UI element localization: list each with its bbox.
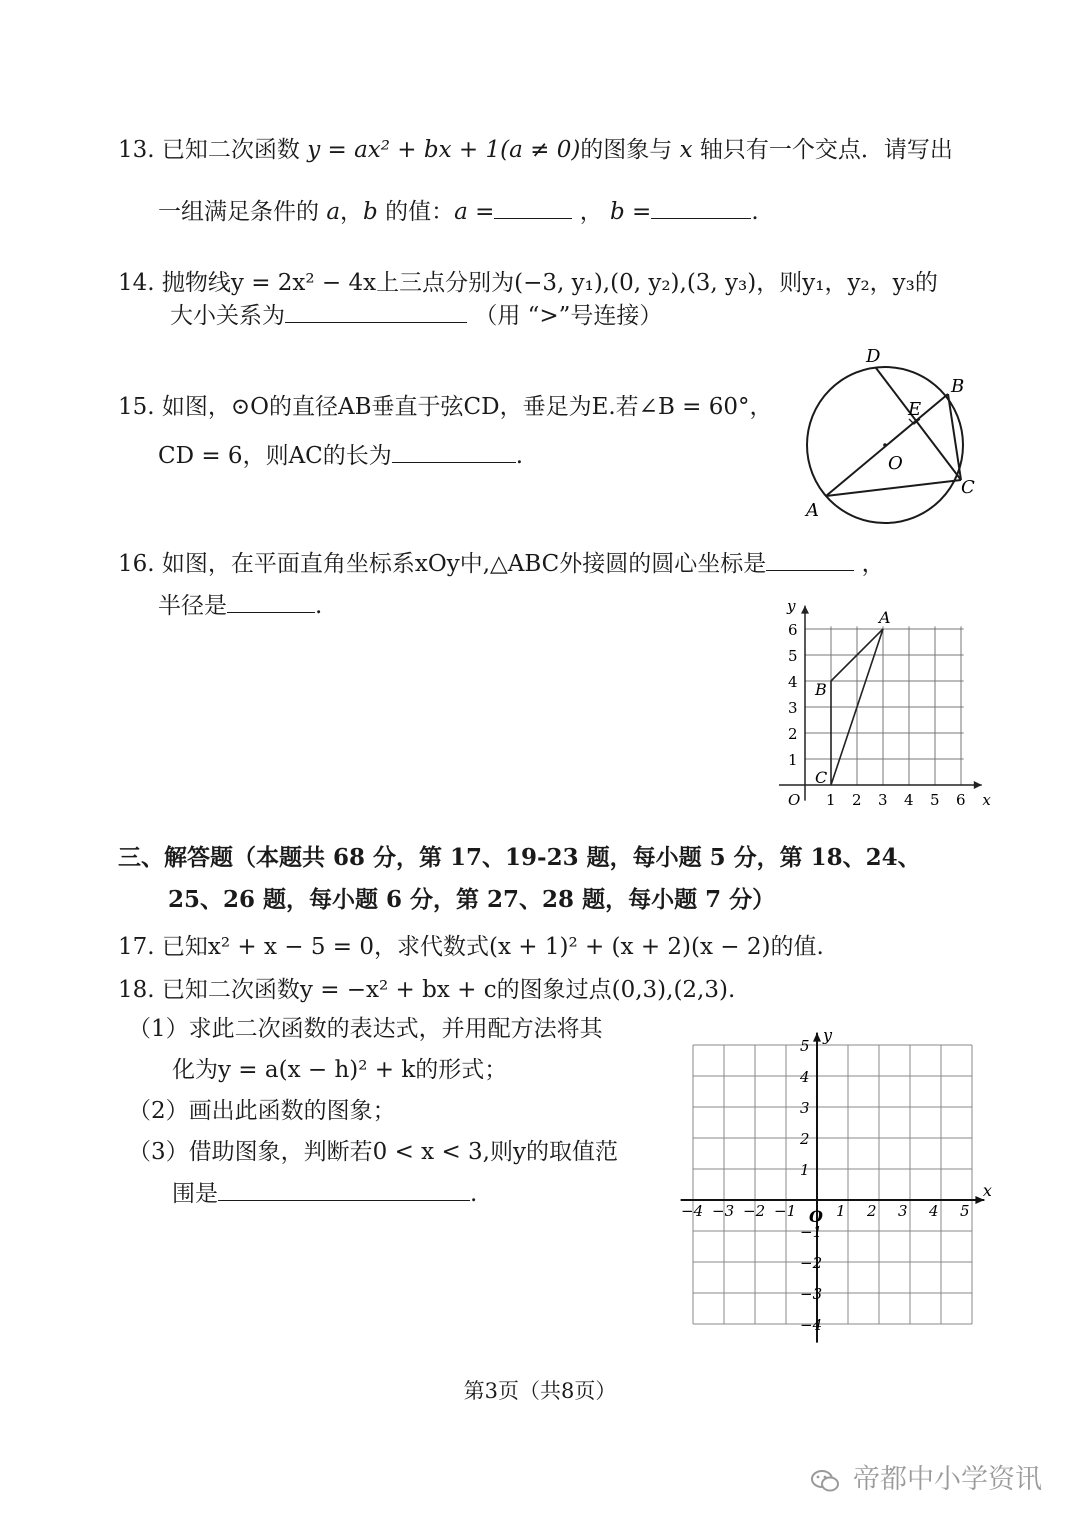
y-axis-arrow [801,606,809,614]
watermark [810,1457,1042,1496]
y-tick-label: −2 [800,1254,823,1272]
y-tick-label: 4 [800,1068,810,1086]
q18-range-blank[interactable] [218,1178,470,1201]
x-axis-label: x [982,1181,992,1200]
q15-text-c: . [515,443,524,469]
q13-end: . [751,199,759,225]
q13-answer-b-blank[interactable] [651,196,751,219]
x-tick-label: 5 [930,791,940,809]
q16-text-a: 如图，在平面直角坐标系xOy中,△ABC外接圆的圆心坐标是 [161,551,767,577]
y-axis-arrow [813,1033,821,1042]
q18-text: 已知二次函数y = −x² + bx + c的图象过点(0,3),(2,3). [161,977,736,1003]
y-tick-label: −3 [800,1285,823,1303]
q14-text-c: （用 “>”号连接） [474,303,663,329]
x-tick-label: 3 [878,791,888,809]
q18-part1a: （1）求此二次函数的表达式，并用配方法将其 [128,1016,603,1042]
page-footer: 第3页（共8页） [463,1379,617,1403]
q13-a-eq: a = [454,199,495,225]
q18-coordinate-grid [680,1025,1000,1355]
q16-text-c: 半径是 [158,593,227,619]
q16-radius-blank[interactable] [227,590,315,613]
y-axis-label: y [823,1025,833,1045]
x-tick-label: 2 [867,1202,877,1220]
x-axis-label: x [982,791,991,809]
q13-text-a: 已知二次函数 [161,137,300,163]
q18-part3c: . [470,1181,478,1207]
q13-b-var: b [363,199,378,225]
q14-answer-blank[interactable] [285,300,467,323]
label-e: E [908,399,922,420]
q13-number: 13. [118,137,155,163]
q15-line1 [118,392,773,422]
q17-text: 已知x² + x − 5 = 0，求代数式(x + 1)² + (x + 2)(x − 2)的值. [161,934,824,960]
q18-part3b-text: 围是 [172,1181,218,1207]
wechat-icon [810,1468,840,1494]
q16-number: 16. [118,551,155,577]
diameter-ab [826,394,948,496]
x-tick-label: 2 [852,791,862,809]
segment-ac [826,480,961,496]
q13-text-d: 一组满足条件的 [158,199,319,225]
q13-sep2: ， [579,199,603,225]
point-a-label: A [879,608,891,627]
x-axis-arrow [974,781,982,789]
q15-number: 15. [118,394,155,420]
q15-answer-blank[interactable] [392,440,516,463]
q17-number: 17. [118,934,155,960]
q13-line2 [158,196,759,227]
q16-coordinate-figure [765,600,1010,815]
x-tick-label: 4 [904,791,914,809]
section-3-line1: 三、解答题（本题共 68 分，第 17、19-23 题，每小题 5 分，第 18、24、 [118,844,921,871]
x-tick-label: 3 [898,1202,908,1220]
q13-text-e: 的值： [385,199,455,225]
origin-label: O [788,791,801,809]
q14-text-a: 抛物线y = 2x² − 4x上三点分别为(−3, y₁),(0, y₂),(3, y₃)，则y₁，y₂，y₃的 [161,270,938,296]
q16-line2 [158,590,322,621]
x-tick-label: 1 [826,791,836,809]
y-tick-label: 6 [788,621,798,639]
section-3-line2: 25、26 题，每小题 6 分，第 27、28 题，每小题 7 分） [168,886,776,913]
y-tick-label: 5 [788,647,798,665]
q18-part3b [172,1178,477,1209]
q13-text-c: 轴只有一个交点．请写出 [699,137,953,163]
q14-number: 14. [118,270,155,296]
y-tick-label: 3 [788,699,798,717]
segment-bc [948,394,961,480]
center-dot [883,443,887,447]
q13-text-b: 的图象与 [580,137,673,163]
label-c: C [961,477,975,498]
label-o: O [888,453,903,474]
label-d: D [866,346,881,367]
q15-text-a: 如图，⊙O的直径AB垂直于弦CD，垂足为E.若∠B = 60°， [161,394,773,420]
q14-line1 [118,268,938,298]
x-tick-label: −2 [743,1202,766,1220]
x-tick-label: 6 [956,791,966,809]
origin-label: O [809,1207,823,1226]
q13-b-eq: b = [610,199,652,225]
q18 [118,975,735,1005]
y-tick-label: 3 [800,1099,810,1117]
x-tick-label: −4 [681,1202,704,1220]
q13-answer-a-blank[interactable] [494,196,572,219]
y-tick-label: −4 [800,1316,823,1334]
q13-x-var: x [679,137,693,163]
x-tick-label: 5 [960,1202,970,1220]
x-tick-label: 4 [929,1202,939,1220]
q15-circle-figure [790,340,990,540]
y-tick-label: 4 [788,673,798,691]
q18-part3a: （3）借助图象，判断若0 < x < 3,则y的取值范 [128,1139,618,1165]
section-3-heading [118,843,921,873]
q17 [118,932,824,962]
q14-text-b: 大小关系为 [170,303,285,329]
q16-text-d: . [315,593,323,619]
q14-line2 [170,300,662,331]
y-tick-label: 2 [800,1130,810,1148]
q13-line1 [118,135,953,165]
y-tick-label: 1 [788,751,798,769]
x-tick-label: −3 [712,1202,735,1220]
label-a: A [806,500,819,521]
y-tick-label: 2 [788,725,798,743]
y-tick-label: 1 [800,1161,810,1179]
q13-expression: y = ax² + bx + 1(a ≠ 0) [307,137,581,163]
q15-line2 [158,440,523,471]
q18-part1b: 化为y = a(x − h)² + k的形式； [172,1057,508,1083]
y-tick-label: 5 [800,1037,810,1055]
q18-number: 18. [118,977,155,1003]
q15-text-b: CD = 6，则AC的长为 [158,443,392,469]
section-3-heading-2 [168,885,775,915]
q16-center-blank[interactable] [766,548,854,571]
q18-part2: （2）画出此函数的图象； [128,1098,396,1124]
x-tick-label: 1 [836,1202,846,1220]
watermark-text: 帝都中小学资讯 [853,1464,1042,1495]
y-axis-label: y [787,600,796,615]
point-c-label: C [815,768,828,787]
q13-a-var: a [326,199,341,225]
q16-text-b: ， [861,551,885,577]
label-b: B [951,376,965,397]
x-tick-label: −1 [774,1202,797,1220]
point-b-label: B [815,680,827,699]
q13-sep: ， [340,199,364,225]
q16-line1 [118,548,885,579]
y-tick-label: −1 [800,1223,823,1241]
